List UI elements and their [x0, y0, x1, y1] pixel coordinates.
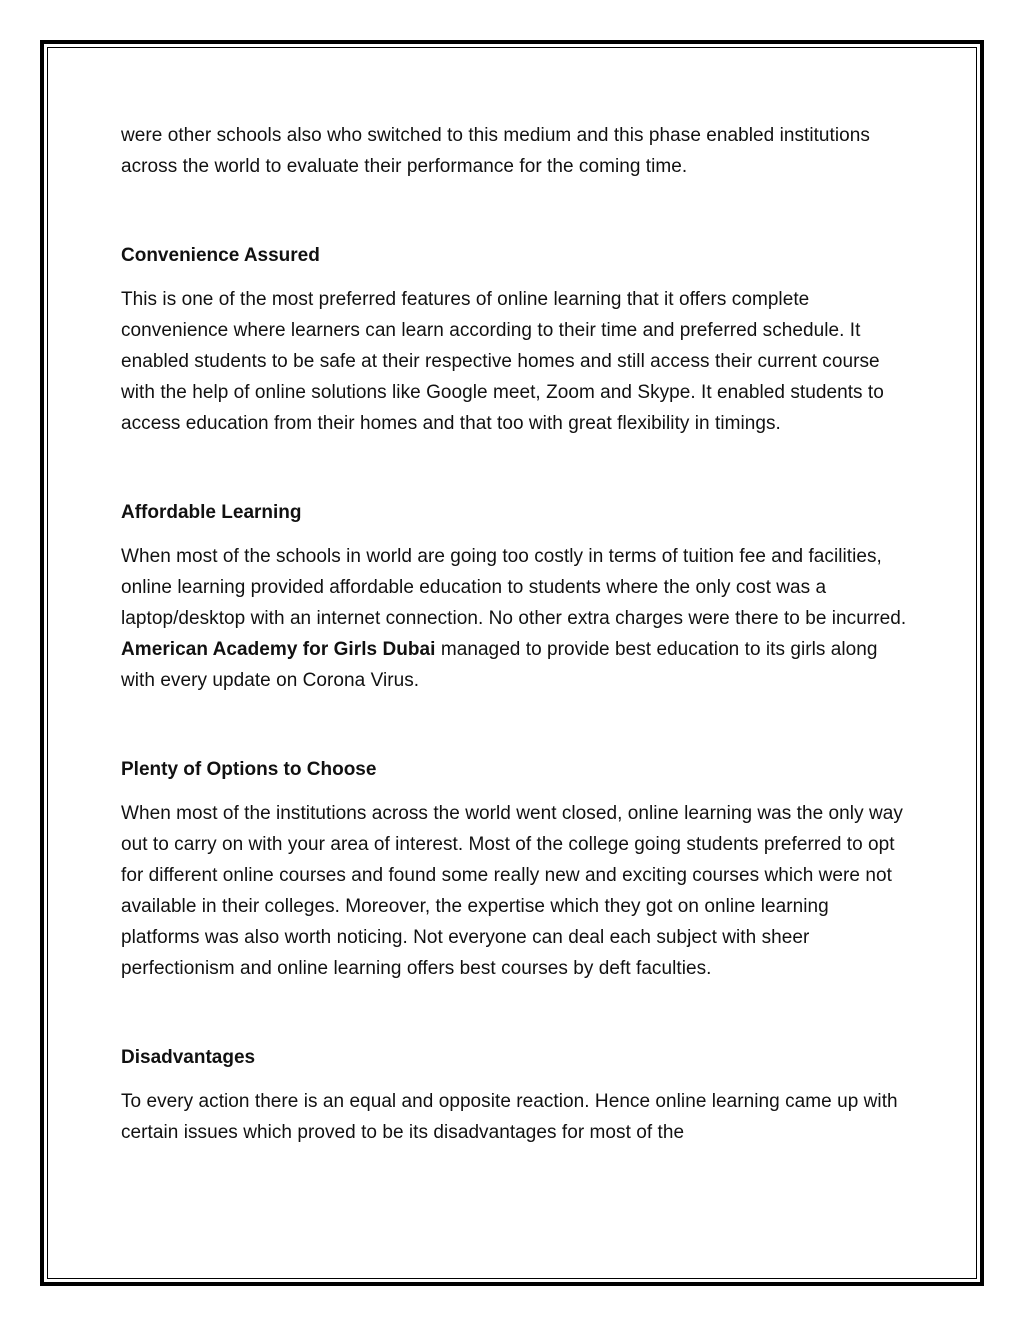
section-heading: Plenty of Options to Choose [121, 759, 377, 780]
document-body [121, 120, 911, 1148]
section-disadvantages [121, 1042, 911, 1148]
section-paragraph [121, 541, 911, 696]
bold-school-name: American Academy for Girls Dubai [121, 639, 436, 660]
section-paragraph: This is one of the most preferred features of online learning that it offers complete convenience where learners can learn according to their time and preferred schedule. It enabled students to be safe at their respective homes and still access their current course with the help of online solutions like Google meet, Zoom and Skype. It enabled students to access education from their homes and that too with great flexibility in timings. [121, 289, 884, 434]
intro-paragraph: were other schools also who switched to this medium and this phase enabled institutions across the world to evaluate their performance for the coming time. [121, 125, 870, 177]
section-affordable [121, 497, 911, 696]
paragraph-text: When most of the schools in world are going too costly in terms of tuition fee and facilities, online learning provided affordable education to students where the only cost was a laptop/desktop with an internet connection. No other extra charges were there to be incurred. [121, 546, 907, 629]
section-heading: Convenience Assured [121, 245, 320, 266]
section-convenience [121, 240, 911, 439]
section-paragraph: When most of the institutions across the world went closed, online learning was the only way out to carry on with your area of interest. Most of the college going students preferred to opt for different online courses and found some really new and exciting courses which were not available in their colleges. Moreover, the expertise which they got on online learning platforms was also worth noticing. Not everyone can deal each subject with sheer perfectionism and online learning offers best courses by deft faculties. [121, 803, 903, 979]
section-options [121, 754, 911, 984]
section-paragraph: To every action there is an equal and opposite reaction. Hence online learning came up with certain issues which proved to be its disadvantages for most of the [121, 1091, 898, 1143]
section-heading: Disadvantages [121, 1047, 256, 1068]
section-heading: Affordable Learning [121, 502, 302, 523]
paragraph-text: managed to provide best education to its girls along with every update on Corona Virus. [121, 639, 878, 691]
